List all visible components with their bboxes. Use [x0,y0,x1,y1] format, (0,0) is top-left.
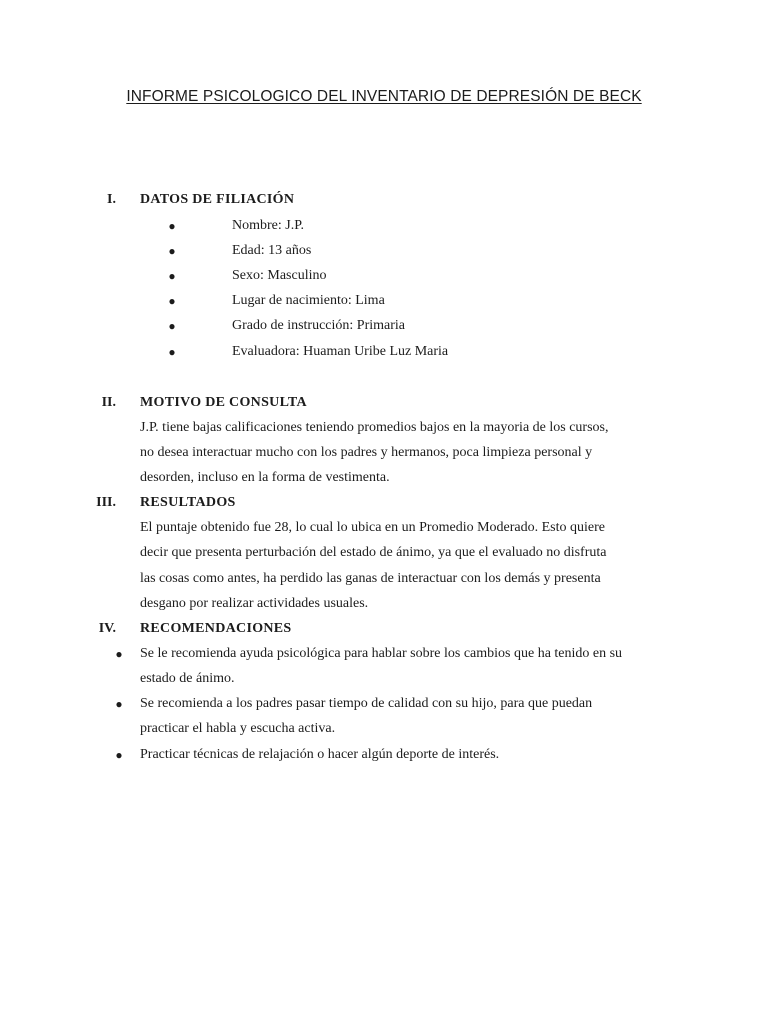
section-4-heading: RECOMENDACIONES [140,621,292,636]
bullet-icon: ● [168,269,176,283]
consulta-line: no desea interactuar mucho con los padres y hermanos, poca limpieza personal y [140,445,593,460]
resultados-line: decir que presenta perturbación del estado de ánimo, ya que el evaluado no disfruta [140,545,607,560]
bullet-icon: ● [115,697,123,711]
filiation-item-sex: Sexo: Masculino [232,268,327,283]
bullet-icon: ● [115,748,123,762]
filiation-item-age: Edad: 13 años [232,243,312,258]
bullet-icon: ● [168,244,176,258]
consulta-line: J.P. tiene bajas calificaciones teniendo promedios bajos en la mayoria de los cursos, [140,420,609,435]
bullet-icon: ● [115,647,123,661]
filiation-item-education: Grado de instrucción: Primaria [232,318,406,333]
filiation-item-name: Nombre: J.P. [232,218,304,233]
document-title: INFORME PSICOLOGICO DEL INVENTARIO DE DEPRESIÓN DE BECK [126,88,642,105]
section-3-heading: RESULTADOS [140,495,236,510]
recommendation-1-line-1: Se le recomienda ayuda psicológica para hablar sobre los cambios que ha tenido en su [140,646,623,661]
resultados-line: El puntaje obtenido fue 28, lo cual lo ubica en un Promedio Moderado. Esto quiere [140,520,605,535]
consulta-line: desorden, incluso en la forma de vestimenta. [140,470,390,485]
resultados-line: desgano por realizar actividades usuales. [140,596,369,611]
recommendation-1-line-2: estado de ánimo. [140,671,235,686]
section-3-number: III. [96,495,116,510]
filiation-item-birthplace: Lugar de nacimiento: Lima [232,293,385,308]
section-2-heading: MOTIVO DE CONSULTA [140,395,307,410]
bullet-icon: ● [168,319,176,333]
section-1-heading: DATOS DE FILIACIÓN [140,192,295,207]
filiation-item-evaluator: Evaluadora: Huaman Uribe Luz Maria [232,344,449,359]
bullet-icon: ● [168,219,176,233]
bullet-icon: ● [168,294,176,308]
section-1-number: I. [107,192,116,207]
resultados-line: las cosas como antes, ha perdido las ganas de interactuar con los demás y presenta [140,571,601,586]
recommendation-3-line-1: Practicar técnicas de relajación o hacer algún deporte de interés. [140,747,500,762]
section-2-number: II. [101,395,116,410]
recommendation-2-line-1: Se recomienda a los padres pasar tiempo de calidad con su hijo, para que puedan [140,696,593,711]
recommendation-2-line-2: practicar el habla y escucha activa. [140,721,336,736]
bullet-icon: ● [168,345,176,359]
section-4-number: IV. [98,621,116,636]
